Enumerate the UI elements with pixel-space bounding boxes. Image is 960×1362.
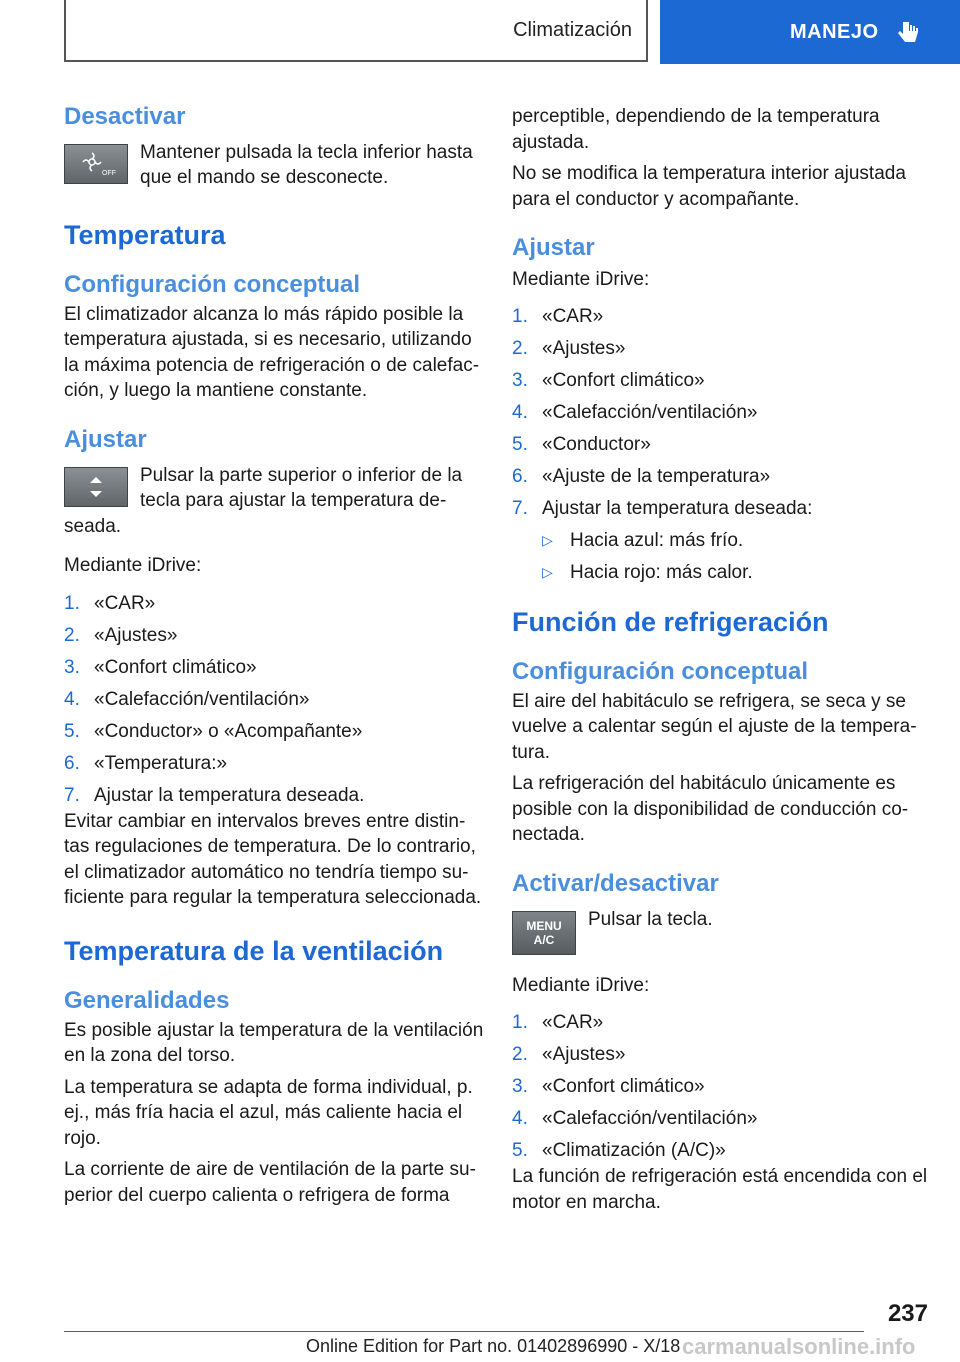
list-item <box>512 432 932 458</box>
menu-key-bottom-label: A/C <box>533 932 555 947</box>
heading-ventilacion: Temperatura de la ventilación <box>64 935 444 966</box>
idrive-label: Mediante iDrive: <box>64 555 202 577</box>
list-text: «Calefacción/ventilación» <box>542 402 758 424</box>
list-item <box>512 368 932 394</box>
list-number: 5. <box>64 720 80 742</box>
list-text: «Climatización (A/C)» <box>542 1140 726 1162</box>
list-item <box>64 719 484 745</box>
menu-ac-key-image <box>512 911 576 955</box>
menu-key-top-label: MENU <box>526 918 562 933</box>
fan-off-icon <box>76 149 116 179</box>
triangle-bullet-icon: ▷ <box>542 532 553 549</box>
list-text: «Confort climático» <box>542 370 705 392</box>
list-item <box>512 1074 932 1100</box>
idrive-label-right2: Mediante iDrive: <box>512 974 650 996</box>
list-item <box>512 304 932 330</box>
list-text: «Confort climático» <box>542 1076 705 1098</box>
list-number: 2. <box>512 1044 528 1066</box>
up-down-arrows-icon <box>84 472 108 502</box>
desactivar-text: Mantener pulsada la tecla inferior hasta que el mando se desconecte. <box>140 141 473 189</box>
hand-pointer-icon <box>895 19 921 45</box>
chapter-tab[interactable] <box>64 0 648 62</box>
sub-list-text: Hacia azul: más frío. <box>570 530 744 552</box>
gen-p3: La corriente de aire de ventilación de la parte superior del cuerpo calienta o refrigera de forma <box>64 1159 476 1206</box>
heading-ajustar-right: Ajustar <box>512 234 595 261</box>
final-text: La función de refrigeración está encendida con el motor en marcha. <box>512 1166 928 1213</box>
list-text: Ajustar la temperatura deseada. <box>94 784 365 806</box>
list-number: 4. <box>512 402 528 424</box>
list-text: «Conductor» o «Acompañante» <box>94 720 363 742</box>
list-number: 1. <box>512 1012 528 1034</box>
heading-config: Configuración conceptual <box>64 271 361 299</box>
section-tab[interactable] <box>660 0 960 64</box>
list-text: «Temperatura:» <box>94 752 228 774</box>
heading-config-right: Configuración conceptual <box>512 658 809 686</box>
activar-text: Pulsar la tecla. <box>588 908 713 930</box>
list-item <box>64 623 484 649</box>
list-item <box>64 591 484 617</box>
list-number: 4. <box>64 688 80 710</box>
list-text: «CAR» <box>94 592 156 614</box>
sub-list-text: Hacia rojo: más calor. <box>570 562 753 584</box>
right-steps2-list <box>512 1010 932 1164</box>
watermark-text: carmanualsonline.info <box>682 1334 916 1359</box>
list-number: 3. <box>64 656 80 678</box>
list-text: «CAR» <box>542 1012 604 1034</box>
list-text: «Confort climático» <box>94 656 257 678</box>
list-number: 3. <box>512 370 528 392</box>
list-item <box>512 496 932 522</box>
config-text: El climatizador alcanza lo más rápido posible la temperatura ajustada, si es necesario, utilizando la máxima potencia de refrigeración o de calefacción, y luego la mantiene constante. <box>64 303 480 402</box>
list-number: 5. <box>512 1140 528 1162</box>
sub-list-item <box>512 528 932 554</box>
right-steps-list <box>512 304 932 522</box>
heading-desactivar: Desactivar <box>64 103 186 130</box>
idrive-label-right: Mediante iDrive: <box>512 268 650 290</box>
list-item <box>64 687 484 713</box>
list-text: «Calefacción/ventilación» <box>94 688 310 710</box>
heading-activar: Activar/desactivar <box>512 869 719 897</box>
list-text: «Ajuste de la temperatura» <box>542 466 771 488</box>
config-p1: El aire del habitáculo se refrigera, se seca y se vuelve a calentar según el ajuste de la temperatura. <box>512 690 917 763</box>
list-number: 7. <box>64 784 80 806</box>
list-item <box>512 336 932 362</box>
heading-ajustar: Ajustar <box>64 425 147 453</box>
list-number: 5. <box>512 434 528 456</box>
fan-off-key-image <box>64 144 128 184</box>
section-title: MANEJO <box>790 20 879 43</box>
list-number: 6. <box>64 752 80 774</box>
triangle-bullet-icon: ▷ <box>542 564 553 581</box>
list-number: 3. <box>512 1076 528 1098</box>
list-item <box>512 1010 932 1036</box>
evitar-text: Evitar cambiar en intervalos breves entre distintas regulaciones de temperatura. De lo contrario, el climatizador automático no tendría tiempo suficiente para regular la temperatura seleccionada. <box>64 810 482 909</box>
list-item <box>512 1106 932 1132</box>
cont-text: perceptible, dependiendo de la temperatura ajustada. <box>512 106 880 153</box>
list-text: «Ajustes» <box>94 624 178 646</box>
temp-rocker-key-image <box>64 467 128 507</box>
gen-p2: La temperatura se adapta de forma individual, p. ej., más fría hacia el azul, más caliente hacia el rojo. <box>64 1076 473 1149</box>
list-number: 7. <box>512 498 528 520</box>
heading-temperatura: Temperatura <box>64 219 226 250</box>
list-text: «Ajustes» <box>542 338 626 360</box>
list-text: «Conductor» <box>542 434 651 456</box>
no-modifica-text: No se modifica la temperatura interior ajustada para el conductor y acompañante. <box>512 163 906 210</box>
edition-text: Online Edition for Part no. 01402896990 - X/18 <box>306 1336 681 1356</box>
list-item <box>64 751 484 777</box>
list-number: 1. <box>512 306 528 328</box>
list-number: 4. <box>512 1108 528 1130</box>
list-text: «CAR» <box>542 306 604 328</box>
svg-text:OFF: OFF <box>102 169 116 177</box>
ajustar-text: Pulsar la parte superior o inferior de la tecla para ajustar la temperatura deseada. <box>64 464 463 537</box>
substeps-list <box>512 528 932 586</box>
right-column <box>512 100 932 1215</box>
list-item <box>64 783 484 809</box>
config-p2: La refrigeración del habitáculo únicamente es posible con la disponibilidad de conducción conectada. <box>512 773 909 846</box>
left-column <box>64 100 484 1208</box>
sub-list-item <box>512 560 932 586</box>
gen-p1: Es posible ajustar la temperatura de la ventilación en la zona del torso. <box>64 1019 484 1067</box>
list-item <box>64 655 484 681</box>
list-number: 2. <box>512 338 528 360</box>
list-text: Ajustar la temperatura deseada: <box>542 498 813 520</box>
page-number: 237 <box>887 1300 928 1327</box>
left-steps-list <box>64 591 484 809</box>
list-text: «Calefacción/ventilación» <box>542 1108 758 1130</box>
heading-generalidades: Generalidades <box>64 987 230 1015</box>
list-item <box>512 400 932 426</box>
list-number: 6. <box>512 466 528 488</box>
list-text: «Ajustes» <box>542 1044 626 1066</box>
list-item <box>512 1042 932 1068</box>
page-header <box>0 0 960 66</box>
list-item <box>512 1138 932 1164</box>
list-number: 2. <box>64 624 80 646</box>
list-number: 1. <box>64 592 80 614</box>
footer-divider <box>64 1331 864 1332</box>
list-item <box>512 464 932 490</box>
heading-refrigeracion: Función de refrigeración <box>512 606 829 637</box>
chapter-title: Climatización <box>513 18 632 41</box>
